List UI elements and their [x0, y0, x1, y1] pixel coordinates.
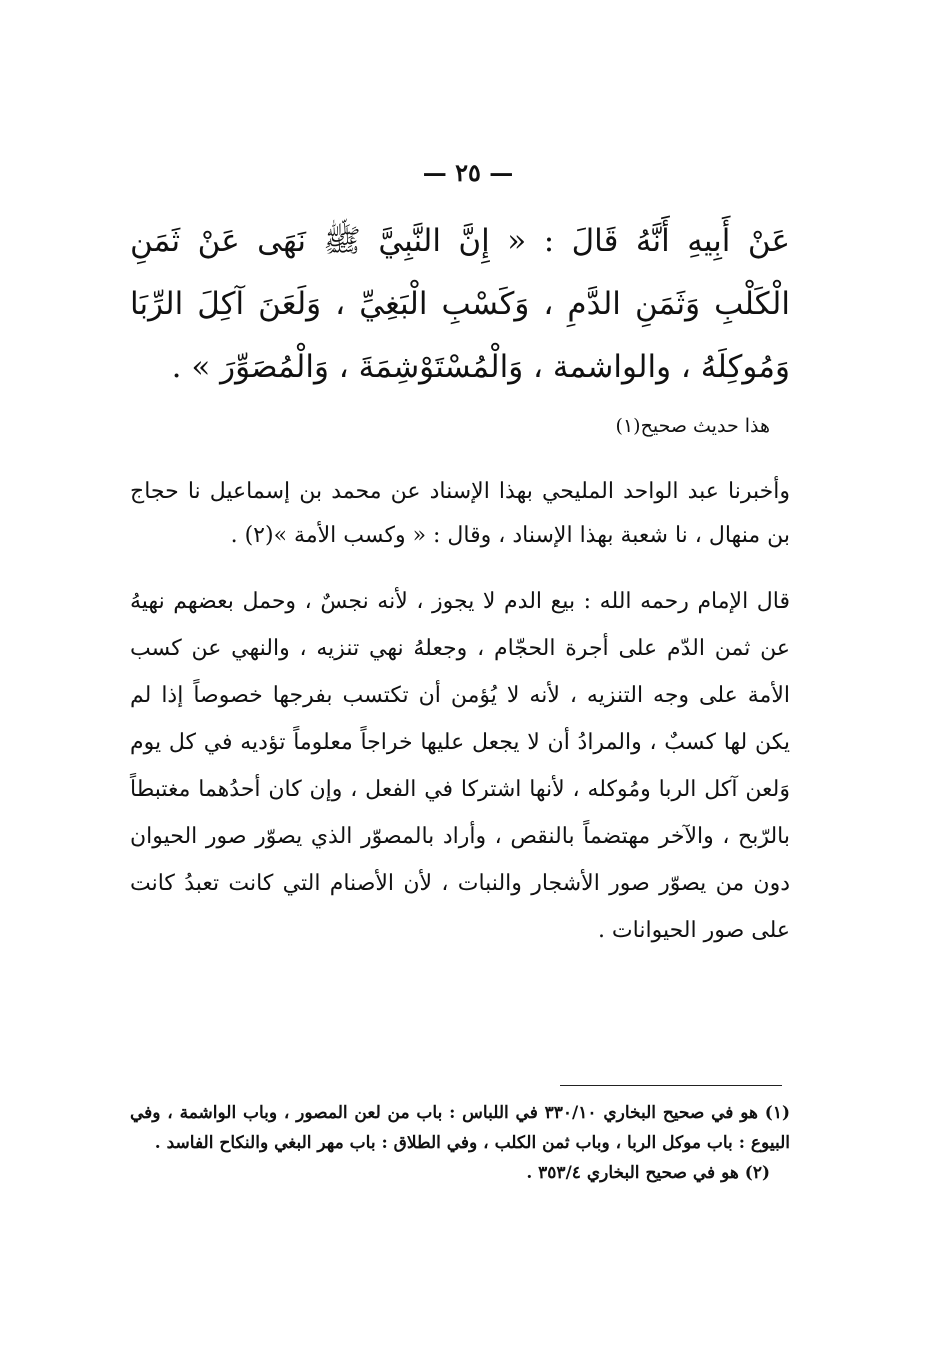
- hadith-text: عَنْ أَبِيهِ أَنَّهُ قَالَ : « إِنَّ النَّبِيَّ ﷺ نَهَى عَنْ ثَمَنِ الْكَلْبِ وَثَمَنِ الدَّمِ ، وَكَسْبِ الْبَغِيِّ ، وَلَعَنَ آكِلَ الرِّبَا وَمُوكِلَهُ ، والواشمة ، وَالْمُسْتَوْشِمَةَ ، وَالْمُصَوِّرَ » .: [130, 223, 790, 385]
- footnote-2: (٢) هو في صحيح البخاري ٣٥٣/٤ .: [526, 1163, 770, 1183]
- footnote-1: (١) هو في صحيح البخاري ٣٣٠/١٠ في اللباس : باب من لعن المصور ، وباب الواشمة ، وفي البيوع : باب موكل الربا ، وباب ثمن الكلب ، وفي الطلاق : باب مهر البغي والنكاح الفاسد .: [130, 1103, 790, 1153]
- narration-text: وأخبرنا عبد الواحد المليحي بهذا الإسناد عن محمد بن إسماعيل نا حجاج بن منهال ، نا شعبة بهذا الإسناد ، وقال : « وكسب الأمة »(٢) .: [130, 479, 790, 548]
- footnote-separator: [560, 1085, 782, 1086]
- commentary-text: قال الإمام رحمه الله : بيع الدم لا يجوز ، لأنه نجسٌ ، وحمل بعضهم نهيهُ عن ثمن الدّم على أجرة الحجّام ، وجعلهُ نهي تنزيه ، والنهي عن كسب الأمة على وجه التنزيه ، لأنه لا يُؤمن أن تكتسب بفرجها خصوصاً إذا لم يكن لها كسبٌ ، والمرادُ أن لا يجعل عليها خراجاً معلوماً تؤديه في كل يوم وَلعن آكل الربا ومُوكله ، لأنها اشتركا في الفعل ، وإن كان أحدُهما مغتبطاً بالرّبح ، والآخر مهتضماً بالنقص ، وأراد بالمصوّر الذي يصوّر صور الحيوان دون من يصوّر صور الأشجار والنبات ، لأن الأصنام التي كانت تعبدُ كانت على صور الحيوانات .: [130, 589, 791, 943]
- hadith-grade: هذا حديث صحيح(١): [615, 415, 770, 437]
- narration-paragraph: [130, 470, 790, 558]
- page-number: — ٢٥ —: [422, 158, 514, 187]
- footnotes: [130, 1098, 790, 1188]
- commentary-paragraph: [130, 578, 790, 954]
